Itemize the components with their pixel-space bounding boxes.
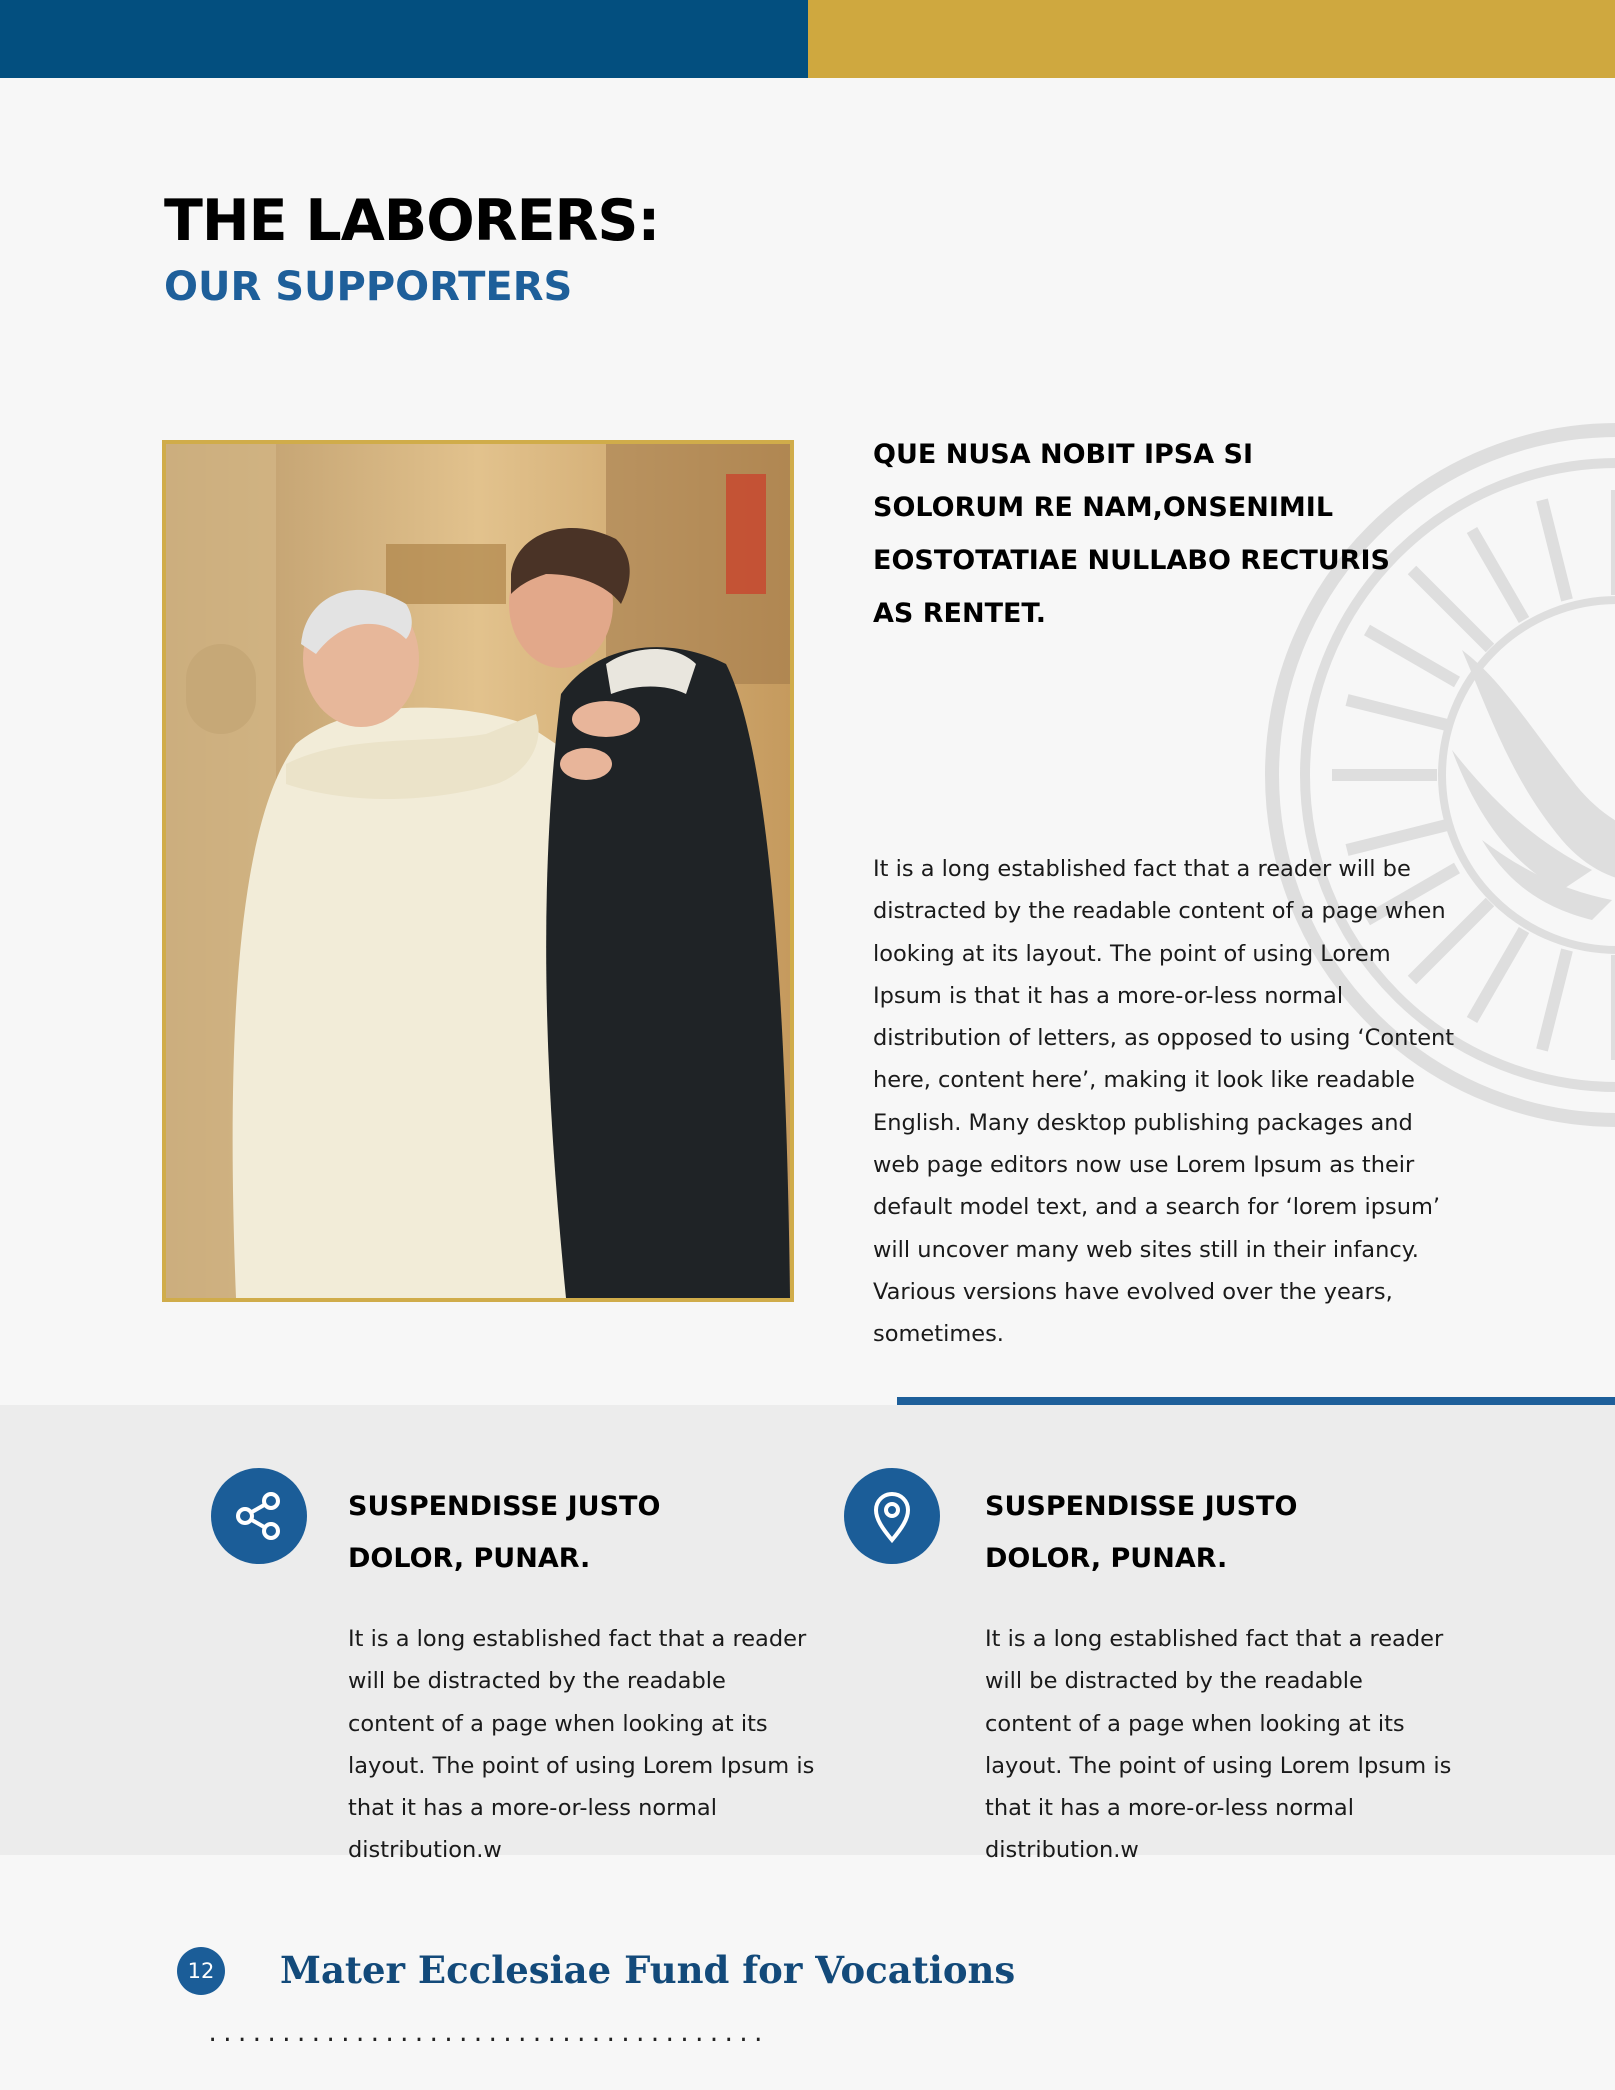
share-icon	[211, 1468, 307, 1564]
photo-priests	[162, 440, 794, 1302]
intro-body: It is a long established fact that a reader will be distracted by the readable content of a page when looking at its layout. The point of using Lorem Ipsum is that it has a more-or-less normal distribution of letters, as opposed to using ‘Content here, content here’, making it look like readable English. Many desktop publishing packages and web page editors now use Lorem Ipsum as their default model text, and a search for ‘lorem ipsum’ will uncover many web sites still in their infancy. Various versions have evolved over the years, sometimes.	[873, 856, 1455, 1348]
feature-2-title-line2: DOLOR, PUNAR.	[985, 1543, 1228, 1574]
feature-2-body: It is a long established fact that a reader will be distracted by the readable content of a page when looking at its layout. The point of using Lorem Ipsum is that it has a more-or-less normal distribution.w	[985, 1626, 1452, 1864]
intro-lead: QUE NUSA NOBIT IPSA SI SOLORUM RE NAM,ONSENIMIL EOSTOTATIAE NULLABO RECTURIS AS RENTET.	[873, 439, 1390, 629]
footer-title: Mater Ecclesiae Fund for Vocations	[280, 1948, 1016, 1992]
feature-1-body: It is a long established fact that a reader will be distracted by the readable content of a page when looking at its layout. The point of using Lorem Ipsum is that it has a more-or-less normal distribution.w	[348, 1626, 815, 1864]
location-pin-icon	[844, 1468, 940, 1564]
photo-illustration	[166, 444, 790, 1298]
feature-2-title	[985, 1481, 1445, 1585]
page-title: THE LABORERS:	[164, 188, 660, 254]
feature-1-title-line2: DOLOR, PUNAR.	[348, 1543, 591, 1574]
header-bar-blue	[0, 0, 808, 78]
feature-2-title-line1: SUSPENDISSE JUSTO	[985, 1491, 1298, 1522]
footer-dotted-rule: ......................................	[206, 2022, 767, 2047]
feature-1-title-line1: SUSPENDISSE JUSTO	[348, 1491, 661, 1522]
header-bar-gold	[808, 0, 1615, 78]
page-subtitle: OUR SUPPORTERS	[164, 264, 573, 310]
page-number: 12	[177, 1947, 225, 1995]
feature-1-title	[348, 1481, 808, 1585]
